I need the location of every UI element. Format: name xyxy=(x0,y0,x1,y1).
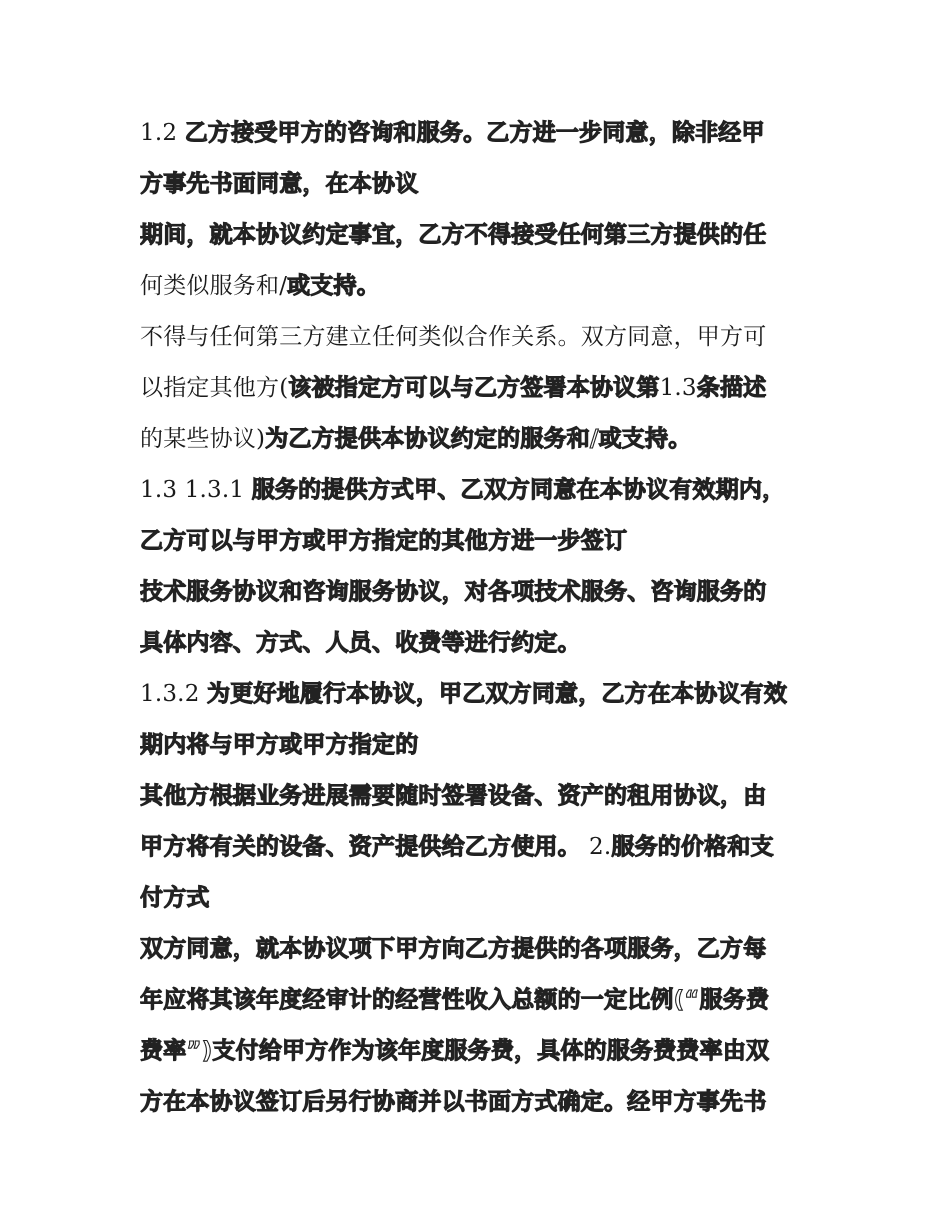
text-run: 1.3 xyxy=(659,375,697,401)
document-line xyxy=(140,312,820,363)
text-run: 不得与任何第三方建立任何类似合作关系。双方同意，甲方可 xyxy=(140,324,767,350)
text-run: 2. xyxy=(589,834,612,860)
text-run: 双方同意，就本协议项下甲方向乙方提供的各项服务，乙方每 xyxy=(140,936,767,962)
text-run: 该被指定方可以与乙方签署本协议第 xyxy=(288,375,660,401)
document-line xyxy=(140,210,820,261)
text-run: 或支持。 xyxy=(287,273,380,299)
document-line xyxy=(140,771,820,822)
document-line xyxy=(140,924,820,975)
document-line xyxy=(140,1077,820,1128)
document-line xyxy=(140,516,820,567)
document-line xyxy=(140,1026,820,1077)
text-run: 其他方根据业务进展需要随时签署设备、资产的租用协议，由 xyxy=(140,783,767,809)
document-line xyxy=(140,159,820,210)
text-run: 1.3.2 xyxy=(140,681,208,707)
text-run: 期间，就本协议约定事宜，乙方不得接受任何第三方提供的任 xyxy=(140,222,767,248)
text-run: 年应将其该年度经审计的经营性收入总额的一定比例(“服务费 xyxy=(140,987,770,1013)
document-line xyxy=(140,567,820,618)
document-line xyxy=(140,720,820,771)
text-run: 乙方可以与甲方或甲方指定的其他方进一步签订 xyxy=(140,528,628,554)
document-line xyxy=(140,465,820,516)
text-run: 的某些协议) xyxy=(140,426,266,452)
text-run: 技术服务协议和咨询服务协议，对各项技术服务、咨询服务的 xyxy=(140,579,767,605)
text-run: 服务的提供方式甲、乙双方同意在本协议有效期内， xyxy=(251,477,786,503)
document-line xyxy=(140,975,820,1026)
text-run: 方事先书面同意，在本协议 xyxy=(140,171,419,197)
text-run: 条描述 xyxy=(696,375,767,401)
text-run: 期内将与甲方或甲方指定的 xyxy=(140,732,419,758)
document-page xyxy=(140,108,820,1128)
document-line xyxy=(140,414,820,465)
text-run: 费率”)支付给甲方作为该年度服务费，具体的服务费费率由双 xyxy=(140,1038,770,1064)
text-run: 服务的价格和支 xyxy=(611,834,774,860)
text-run: 1.3 1.3.1 xyxy=(140,477,252,503)
text-run: 具体内容、方式、人员、收费等进行约定。 xyxy=(140,630,581,656)
document-line xyxy=(140,822,820,873)
text-run: 以指定其他方( xyxy=(140,375,289,401)
text-run: 付方式 xyxy=(140,885,210,911)
document-line xyxy=(140,669,820,720)
text-run: 1.2 xyxy=(140,120,185,146)
text-run: 方在本协议签订后另行协商并以书面方式确定。经甲方事先书 xyxy=(140,1089,767,1115)
text-run: 为更好地履行本协议，甲乙双方同意，乙方在本协议有效 xyxy=(207,681,788,707)
text-run: 为乙方提供本协议约定的服务和/或支持。 xyxy=(265,426,692,452)
document-line xyxy=(140,363,820,414)
document-line xyxy=(140,108,820,159)
document-line xyxy=(140,873,820,924)
text-run: 甲方将有关的设备、资产提供给乙方使用。 xyxy=(140,834,590,860)
document-line xyxy=(140,261,820,312)
text-run: 乙方接受甲方的咨询和服务。乙方进一步同意，除非经甲 xyxy=(184,120,765,146)
document-line xyxy=(140,618,820,669)
text-run: 何类似服务和/ xyxy=(140,273,288,299)
